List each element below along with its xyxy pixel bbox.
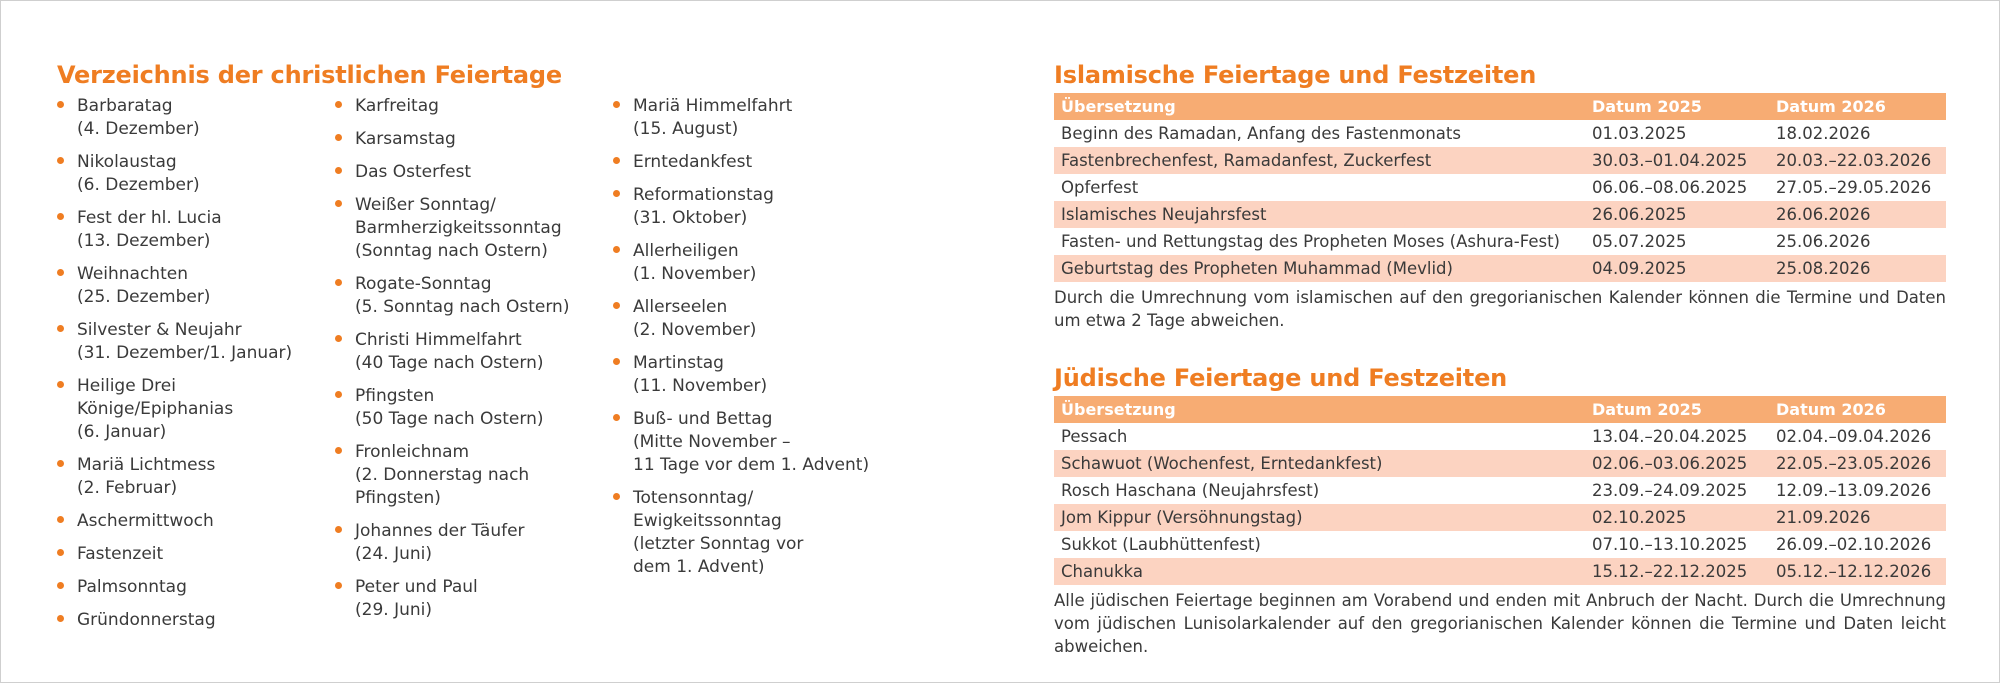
holiday-name-cell: Geburtstag des Propheten Muhammad (Mevlid): [1054, 255, 1585, 282]
list-item: [57, 454, 327, 500]
list-item: [335, 161, 605, 184]
date-2025-cell: 02.10.2025: [1585, 504, 1769, 531]
holiday-name: Rogate-Sonntag (5. Sonntag nach Ostern): [355, 274, 570, 317]
column-header-2026: Datum 2026: [1769, 396, 1946, 423]
date-2025-cell: 06.06.–08.06.2025: [1592, 178, 1748, 197]
list-item: [335, 329, 605, 375]
holiday-name: Karfreitag: [355, 96, 439, 116]
bullet-icon: [613, 493, 620, 500]
date-2025-cell: 01.03.2025: [1592, 124, 1687, 143]
column-header-translation: Übersetzung: [1054, 93, 1585, 120]
table-row: [1054, 450, 1946, 477]
holiday-name: Martinstag (11. November): [633, 353, 768, 396]
date-2025-cell: 04.09.2025: [1585, 255, 1769, 282]
table-row: [1054, 423, 1946, 450]
table-row: [1054, 120, 1946, 147]
table-row: [1054, 174, 1946, 201]
list-item: [335, 441, 605, 510]
islamic-holidays-title: Islamische Feiertage und Festzeiten: [1054, 61, 1537, 89]
list-item: [335, 520, 605, 566]
bullet-icon: [613, 414, 620, 421]
date-2025-cell: 23.09.–24.09.2025: [1592, 481, 1748, 500]
bullet-icon: [613, 101, 620, 108]
list-item: [57, 319, 327, 365]
date-2026-cell: 22.05.–23.05.2026: [1769, 450, 1946, 477]
list-item: [57, 609, 327, 632]
holiday-name: Johannes der Täufer (24. Juni): [355, 521, 525, 564]
table-row: [1054, 504, 1946, 531]
christian-column-2: [335, 95, 605, 632]
holiday-name-cell: Schawuot (Wochenfest, Erntedankfest): [1054, 450, 1585, 477]
islamic-note: Durch die Umrechnung vom islamischen auf den gregorianischen Kalender können die Termine und Daten um etwa 2 Tage abweichen.: [1054, 288, 1946, 330]
column-header-translation: Übersetzung: [1054, 396, 1585, 423]
bullet-icon: [57, 101, 64, 108]
holiday-name: Nikolaustag (6. Dezember): [77, 152, 200, 195]
list-item: [335, 273, 605, 319]
bullet-icon: [335, 200, 342, 207]
date-2025-cell: 15.12.–22.12.2025: [1585, 558, 1769, 585]
list-item: [613, 352, 883, 398]
bullet-icon: [57, 460, 64, 467]
date-2026-cell: 02.04.–09.04.2026: [1776, 427, 1932, 446]
christian-column-3: [613, 95, 883, 589]
date-2026-cell: 25.06.2026: [1776, 232, 1871, 251]
bullet-icon: [613, 190, 620, 197]
holiday-name-cell: Pessach: [1061, 427, 1128, 446]
jewish-holidays-section: [1054, 362, 1946, 658]
list-item: [613, 95, 883, 141]
table-row: [1054, 477, 1946, 504]
bullet-icon: [335, 526, 342, 533]
holiday-name: Reformationstag (31. Oktober): [633, 185, 774, 228]
bullet-icon: [57, 549, 64, 556]
list-item: [57, 95, 327, 141]
bullet-icon: [335, 134, 342, 141]
list-item: [57, 543, 327, 566]
bullet-icon: [335, 447, 342, 454]
list-item: [57, 375, 327, 444]
bullet-icon: [57, 269, 64, 276]
holiday-name: Erntedankfest: [633, 152, 753, 172]
jewish-holidays-table: [1054, 396, 1946, 585]
list-item: [613, 151, 883, 174]
holiday-name-cell: Fastenbrechenfest, Ramadanfest, Zuckerfest: [1054, 147, 1585, 174]
jewish-note: Alle jüdischen Feiertage beginnen am Vorabend und enden mit Anbruch der Nacht. Durch die Umrechnung vom jüdischen Lunisolarkalender auf den gregorianischen Kalender können die Termine und Daten leicht abweichen.: [1054, 591, 1946, 656]
table-header-row: [1054, 93, 1946, 120]
holiday-name: Weihnachten (25. Dezember): [77, 264, 211, 307]
holiday-name-cell: Jom Kippur (Versöhnungstag): [1054, 504, 1585, 531]
date-2025-cell: 02.06.–03.06.2025: [1585, 450, 1769, 477]
holiday-name: Mariä Himmelfahrt (15. August): [633, 96, 793, 139]
bullet-icon: [57, 381, 64, 388]
holiday-name: Totensonntag/ Ewigkeitssonntag (letzter Sonntag vor dem 1. Advent): [633, 488, 804, 577]
date-2026-cell: 21.09.2026: [1769, 504, 1946, 531]
holiday-name-cell: Beginn des Ramadan, Anfang des Fastenmonats: [1061, 124, 1461, 143]
list-item: [57, 207, 327, 253]
holiday-name: Fastenzeit: [77, 544, 164, 564]
list-item: [57, 576, 327, 599]
list-item: [335, 95, 605, 118]
holiday-name: Christi Himmelfahrt (40 Tage nach Ostern): [355, 330, 544, 373]
holiday-name: Peter und Paul (29. Juni): [355, 577, 478, 620]
bullet-icon: [57, 325, 64, 332]
holiday-name: Silvester & Neujahr (31. Dezember/1. Januar): [77, 320, 293, 363]
list-item: [335, 128, 605, 151]
bullet-icon: [57, 582, 64, 589]
christian-holidays-title: Verzeichnis der christlichen Feiertage: [57, 61, 562, 89]
bullet-icon: [613, 358, 620, 365]
islamic-holidays-section: [1054, 59, 1946, 332]
date-2026-cell: 26.09.–02.10.2026: [1776, 535, 1932, 554]
table-header-row: [1054, 396, 1946, 423]
holiday-name: Palmsonntag: [77, 577, 187, 597]
bullet-icon: [57, 615, 64, 622]
table-row: [1054, 255, 1946, 282]
bullet-icon: [335, 582, 342, 589]
date-2025-cell: 07.10.–13.10.2025: [1592, 535, 1748, 554]
holiday-name: Weißer Sonntag/ Barmherzigkeitssonntag (Sonntag nach Ostern): [355, 195, 562, 261]
column-header-2025: Datum 2025: [1585, 396, 1769, 423]
holiday-name: Fest der hl. Lucia (13. Dezember): [77, 208, 222, 251]
date-2026-cell: 18.02.2026: [1776, 124, 1871, 143]
list-item: [613, 408, 883, 477]
holiday-name: Allerseelen (2. November): [633, 297, 757, 340]
list-item: [57, 151, 327, 197]
holiday-name: Karsamstag: [355, 129, 456, 149]
holiday-name-cell: Chanukka: [1054, 558, 1585, 585]
date-2026-cell: 12.09.–13.09.2026: [1776, 481, 1932, 500]
holiday-name-cell: Fasten- und Rettungstag des Propheten Moses (Ashura-Fest): [1061, 232, 1560, 251]
bullet-icon: [335, 391, 342, 398]
holiday-name: Das Osterfest: [355, 162, 472, 182]
date-2025-cell: 26.06.2025: [1585, 201, 1769, 228]
christian-column-1: [57, 95, 327, 642]
date-2026-cell: 27.05.–29.05.2026: [1776, 178, 1932, 197]
bullet-icon: [613, 157, 620, 164]
date-2025-cell: 13.04.–20.04.2025: [1592, 427, 1748, 446]
holiday-name-cell: Opferfest: [1061, 178, 1139, 197]
bullet-icon: [613, 302, 620, 309]
holiday-name: Fronleichnam (2. Donnerstag nach Pfingsten): [355, 442, 530, 508]
list-item: [613, 296, 883, 342]
table-row: [1054, 558, 1946, 585]
list-item: [335, 385, 605, 431]
jewish-holidays-title: Jüdische Feiertage und Festzeiten: [1054, 364, 1508, 392]
date-2026-cell: 25.08.2026: [1769, 255, 1946, 282]
bullet-icon: [57, 213, 64, 220]
table-row: [1054, 228, 1946, 255]
bullet-icon: [335, 279, 342, 286]
bullet-icon: [57, 516, 64, 523]
holiday-name: Mariä Lichtmess (2. Februar): [77, 455, 216, 498]
holiday-name: Buß- und Bettag (Mitte November – 11 Tage vor dem 1. Advent): [633, 409, 870, 475]
bullet-icon: [335, 335, 342, 342]
holiday-name: Aschermittwoch: [77, 511, 214, 531]
list-item: [335, 194, 605, 263]
table-row: [1054, 147, 1946, 174]
date-2025-cell: 05.07.2025: [1592, 232, 1687, 251]
christian-holidays-section: [57, 59, 997, 630]
holiday-name: Barbaratag (4. Dezember): [77, 96, 200, 139]
bullet-icon: [613, 246, 620, 253]
bullet-icon: [335, 101, 342, 108]
list-item: [335, 576, 605, 622]
holiday-name: Heilige Drei Könige/Epiphanias (6. Januar): [77, 376, 234, 442]
holiday-name: Gründonnerstag: [77, 610, 216, 630]
date-2026-cell: 20.03.–22.03.2026: [1769, 147, 1946, 174]
list-item: [613, 240, 883, 286]
column-header-2026: Datum 2026: [1769, 93, 1946, 120]
table-row: [1054, 531, 1946, 558]
date-2026-cell: 05.12.–12.12.2026: [1769, 558, 1946, 585]
column-header-2025: Datum 2025: [1585, 93, 1769, 120]
islamic-holidays-table: [1054, 93, 1946, 282]
holiday-name-cell: Rosch Haschana (Neujahrsfest): [1061, 481, 1320, 500]
date-2026-cell: 26.06.2026: [1769, 201, 1946, 228]
date-2025-cell: 30.03.–01.04.2025: [1585, 147, 1769, 174]
holiday-name-cell: Sukkot (Laubhüttenfest): [1061, 535, 1261, 554]
list-item: [57, 510, 327, 533]
bullet-icon: [335, 167, 342, 174]
holiday-name-cell: Islamisches Neujahrsfest: [1054, 201, 1585, 228]
list-item: [613, 184, 883, 230]
holiday-name: Allerheiligen (1. November): [633, 241, 757, 284]
holiday-name: Pfingsten (50 Tage nach Ostern): [355, 386, 544, 429]
list-item: [57, 263, 327, 309]
list-item: [613, 487, 883, 579]
bullet-icon: [57, 157, 64, 164]
table-row: [1054, 201, 1946, 228]
